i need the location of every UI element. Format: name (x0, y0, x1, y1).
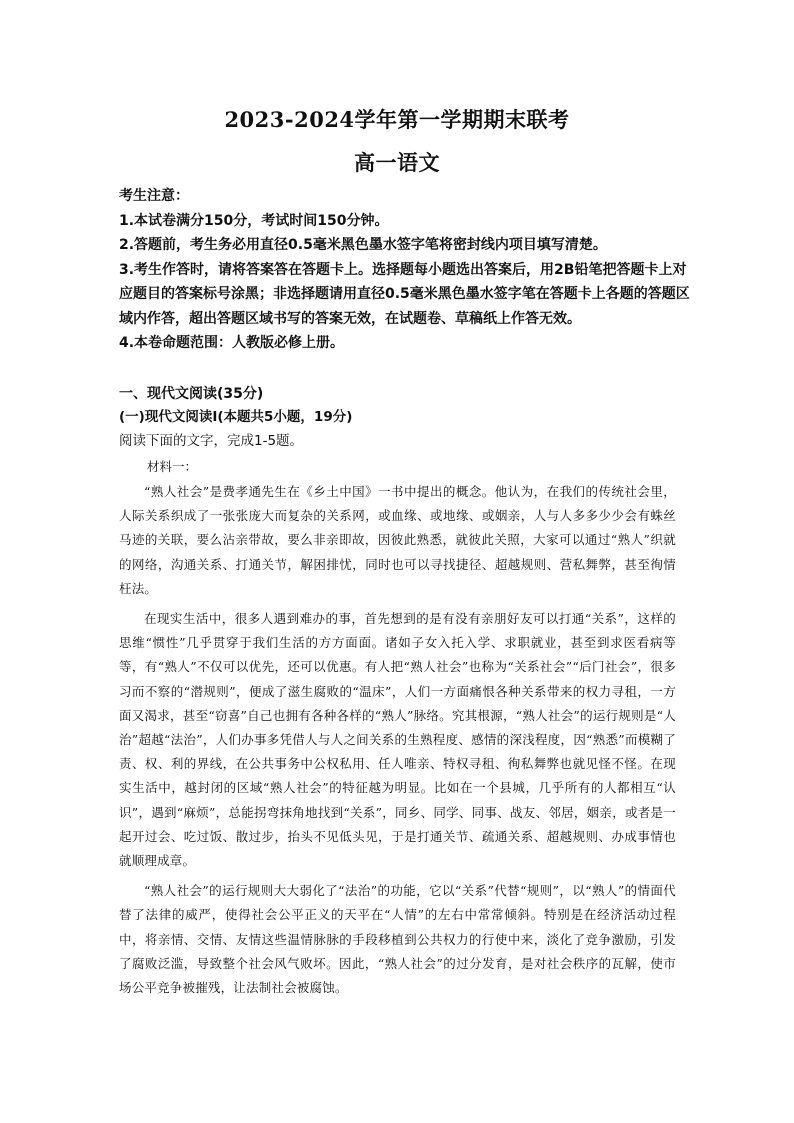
note-item: 2.答题前，考生务必用直径0.5毫米黑色墨水签字笔将密封线内项目填写清楚。 (119, 237, 607, 253)
note-item: 1.本试卷满分150分，考试时间150分钟。 (119, 212, 389, 229)
note-item: 3.考生作答时，请将答案答在答题卡上。选择题每小题选出答案后，用2B铅笔把答题卡上对应题目的答案标号涂黑；非选择题请用直径0.5毫米黑色墨水签字笔在答题卡上各题的答题区域内作答，超出答题区域书写的答案无效，在试题卷、草稿纸上作答无效。 (119, 261, 690, 327)
passage-paragraph: “熟人社会”是费孝通先生在《乡土中国》一书中提出的概念。他认为，在我们的传统社会里，人际关系织成了一张张庞大而复杂的关系网，或血缘、或地缘、或姻亲，人与人多多少少会有蛛丝马迹的关联，要么沾亲带故，要么非亲即故，因彼此熟悉，就彼此关照，大家可以通过“熟人”织就的网络，沟通关系、打通关节，解困排忧，同时也可以寻找捷径、超越规则、营私舞弊，甚至徇情枉法。 (119, 484, 676, 596)
section-heading: 一、现代文阅读(35分) (119, 386, 264, 402)
note-item: 4.本卷命题范围：人教版必修上册。 (119, 335, 345, 351)
exam-title: 2023-2024学年第一学期期末联考 (224, 107, 570, 132)
exam-subject: 高一语文 (354, 150, 440, 175)
passage-paragraph: 在现实生活中，很多人遇到难办的事，首先想到的是有没有亲朋好友可以打通“关系”，这样的思维“惯性”几乎贯穿于我们生活的方方面面。诸如子女入托入学、求职就业，甚至到求医看病等等，有“熟人”不仅可以优先，还可以优惠。有人把“熟人社会”也称为“关系社会”“后门社会”，很多习而不察的“潜规则”，便成了滋生腐败的“温床”，人们一方面痛恨各种关系带来的权力寻租，一方面又渴求，甚至“窃喜”自己也拥有各种各样的“熟人”脉络。究其根源，“熟人社会”的运行规则是“人治”超越“法治”，人们办事多凭借人与人之间关系的生熟程度、感情的深浅程度，因“熟悉”而模糊了责、权、利的界线，在公共事务中公权私用、任人唯亲、特权寻租、徇私舞弊也就见怪不怪。在现实生活中，越封闭的区域“熟人社会”的特征越为明显。比如在一个县城，几乎所有的人都相互“认识”，遇到“麻烦”，总能拐弯抹角地找到“关系”，同乡、同学、同事、战友、邻居，姻亲，或者是一起开过会、吃过饭、散过步，抬头不见低头见，于是打通关节、疏通关系、超越规则、办成事情也就顺理成章。 (119, 611, 676, 869)
material-label: 材料一： (147, 459, 198, 474)
reading-passage (119, 480, 676, 1006)
reading-instruction: 阅读下面的文字，完成1-5题。 (119, 433, 304, 449)
passage-paragraph: “熟人社会”的运行规则大大弱化了“法治”的功能，它以“关系”代替“规则”，以“熟人”的情面代替了法律的威严，使得社会公平正义的天平在“人情”的左右中常常倾斜。特别是在经济活动过程中，将亲情、交情、友情这些温情脉脉的手段移植到公共权力的行使中来，淡化了竞争激励，引发了腐败泛滥，导致整个社会风气败坏。因此，“熟人社会”的过分发育，是对社会秩序的瓦解，使市场公平竞争被摧残，让法制社会被腐蚀。 (119, 883, 676, 996)
candidate-notes (119, 184, 699, 356)
subsection-heading: (一)现代文阅读Ⅰ(本题共5小题，19分) (119, 409, 353, 425)
notes-heading: 考生注意： (119, 188, 189, 204)
